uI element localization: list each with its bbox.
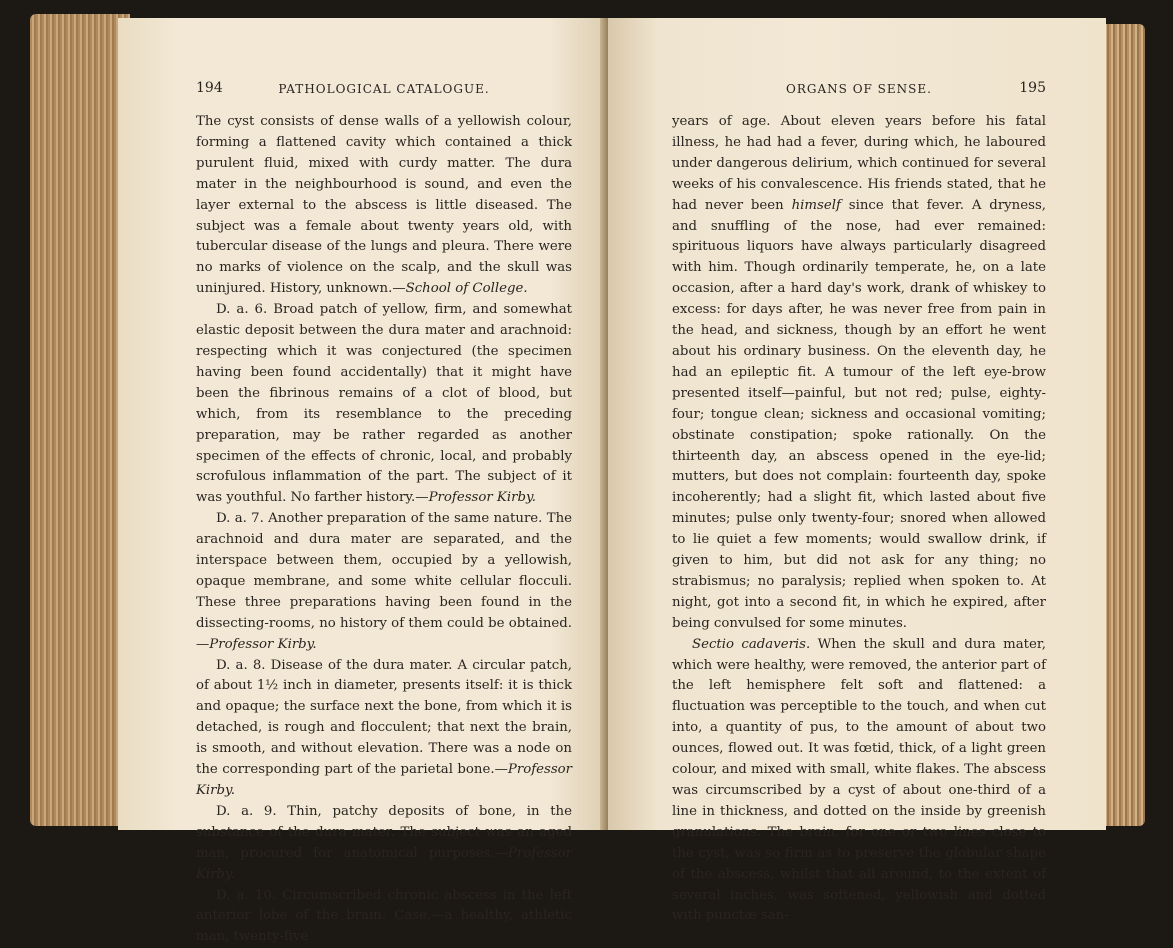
paragraph: D. a. 9. Thin, patchy deposits of bone, in the substance of the dura mater. The subject was an aged man, procured for anatomical purposes.—Professor Kirby. — [196, 803, 572, 882]
right-running-head: ORGANS OF SENSE. — [786, 82, 932, 96]
left-page — [118, 18, 608, 945]
right-page-header — [672, 82, 1046, 102]
paragraph: Sectio cadaveris. When the skull and dura mater, which were healthy, were removed, the anterior part of the left hemisphere felt soft and flattened: a fluctuation was perceptible to the touch, and when cut into, a quantity of pus, to the amount of about two ounces, flowed out. It was fœtid, thick, of a light green colour, and mixed with small, white flakes. The abscess was circumscribed by a cyst of about one-third of a line in thickness, and dotted on the inside by greenish granulations. The brain, for one or two lines close to the cyst, was so firm as to preserve the globular shape of the abscess, whilst that all around, to the extent of several inches, was softened, yellowish and dotted with punctæ san- — [672, 636, 1047, 924]
paragraph: years of age. About eleven years before his fatal illness, he had had a fever, during which, he laboured under dangerous delirium, which continued for several weeks of his convalescence. His friends stated, that he had never been himself since that fever. A dryness, and snuffling of the nose, had ever remained: spirituous liquors have always particularly disagreed with him. Though ordinarily temperate, he, on a late occasion, after a hard day's work, drank of whiskey to excess: for days after, he was never free from pain in the head, and sickness, though by an effort he went about his ordinary business. On the eleventh day, he had an epileptic fit. A tumour of the left eye-brow presented itself—painful, but not red; pulse, eighty-four; tongue clean; sickness and occasional vomiting; obstinate constipation; spoke rationally. On the thirteenth day, an abscess opened in the eye-lid; mutters, but does not complain: fourteenth day, spoke incoherently; had a slight fit, which lasted about five minutes; pulse only twenty-four; snored when allowed to lie quiet a few moments; would swallow drink, if given to him, but did not ask for any thing; no strabismus; no paralysis; replied when spoken to. At night, got into a second fit, in which he expired, after being convulsed for some minutes. — [672, 114, 1046, 631]
page-edges-left — [30, 14, 130, 826]
right-page — [608, 18, 1106, 924]
right-page-number: 195 — [1019, 80, 1046, 96]
paragraph: The cyst consists of dense walls of a yellowish colour, forming a flattened cavity which contained a thick purulent fluid, mixed with curdy matter. The dura mater in the neighbourhood is sound, and even the layer external to the abscess is little diseased. The subject was a female about twenty years old, with tubercular disease of the lungs and pleura. There were no marks of violence on the scalp, and the skull was uninjured. History, unknown.—School of College. — [196, 114, 572, 297]
left-running-head: PATHOLOGICAL CATALOGUE. — [278, 82, 490, 96]
left-page-body — [196, 112, 572, 948]
paragraph: D. a. 6. Broad patch of yellow, firm, and somewhat elastic deposit between the dura mater and arachnoid: respecting which it was conjectured (the specimen having been found accidentally) that it might have been the fibrinous remains of a clot of blood, but which, from its resemblance to the preceding preparation, may be rather regarded as another specimen of the effects of chronic, local, and probably scrofulous inflammation of the part. The subject of it was youthful. No farther history.—Professor Kirby. — [196, 302, 572, 506]
right-page-body — [672, 112, 1046, 927]
left-page-number: 194 — [196, 80, 223, 96]
paragraph: D. a. 8. Disease of the dura mater. A circular patch, of about 1½ inch in diameter, presents itself: it is thick and opaque; the surface next the bone, from which it is detached, is rough and flocculent; that next the brain, is smooth, and without elevation. There was a node on the corresponding part of the parietal bone.—Professor Kirby. — [196, 657, 572, 798]
left-page-header — [196, 82, 572, 102]
paragraph: D. a. 10. Circumscribed chronic abscess in the left anterior lobe of the brain. Case,—a healthy, athletic man, twenty-five — [196, 887, 572, 945]
paragraph: D. a. 7. Another preparation of the same nature. The arachnoid and dura mater are separated, and the interspace between them, occupied by a yellowish, opaque membrane, and some white cellular flocculi. These three preparations having been found in the dissecting-rooms, no history of them could be obtained.—Professor Kirby. — [196, 511, 572, 652]
